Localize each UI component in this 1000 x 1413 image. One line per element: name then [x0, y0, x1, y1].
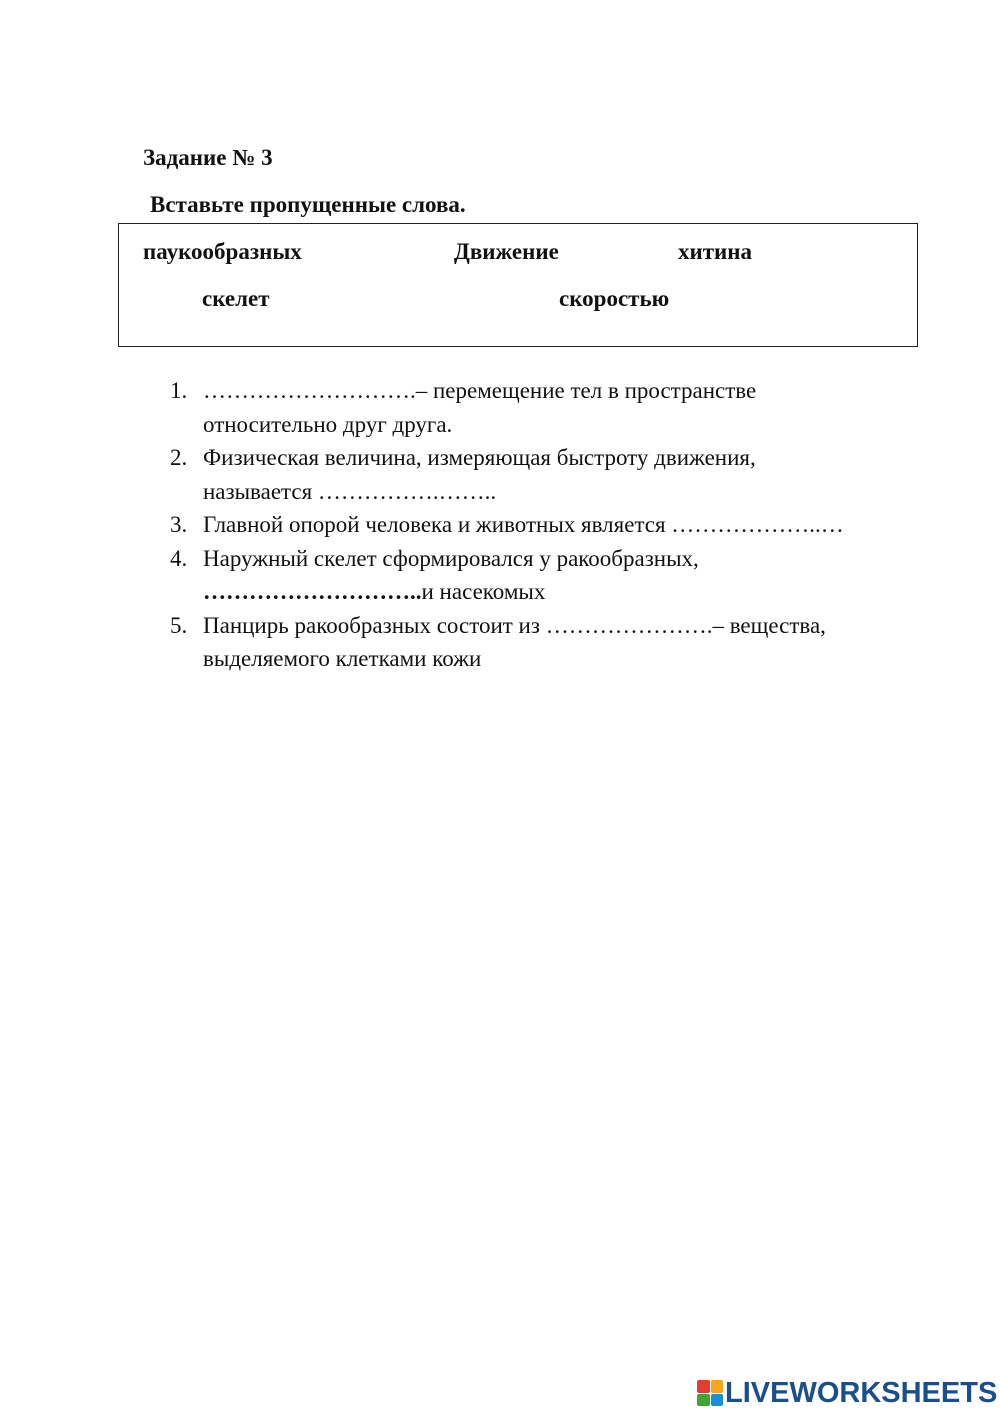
- question-number: 4.: [170, 545, 188, 571]
- task-instruction: Вставьте пропущенные слова.: [150, 192, 466, 217]
- logo-square: [711, 1394, 724, 1407]
- question-text: ……………………….– перемещение тел в пространстве относительно друг друга.: [203, 378, 757, 437]
- question-text: и насекомых: [421, 579, 546, 604]
- word-bank-item: хитина: [678, 239, 753, 264]
- logo-square: [697, 1394, 710, 1407]
- liveworksheets-logo[interactable]: [697, 1376, 997, 1410]
- logo-text: LIVEWORKSHEETS: [725, 1376, 998, 1409]
- word-bank: [118, 223, 918, 347]
- question-text: Физическая величина, измеряющая быстроту движения, называется …………….……..: [203, 445, 756, 504]
- question-number: 5.: [170, 612, 188, 638]
- question-text: Наружный скелет сформировался у ракообразных,: [203, 545, 699, 571]
- word-bank-item: скоростью: [559, 286, 670, 311]
- logo-square: [711, 1380, 724, 1393]
- question-number: 2.: [170, 445, 188, 470]
- question-text: Главной опорой человека и животных является ………………..…: [203, 512, 844, 537]
- word-bank-item: Движение: [454, 239, 559, 264]
- question-text: Панцирь ракообразных состоит из ………………….– вещества, выделяемого клетками кожи: [203, 612, 826, 671]
- word-bank-item: скелет: [202, 286, 270, 311]
- question-item: [170, 542, 870, 609]
- word-bank-item: паукообразных: [143, 239, 302, 264]
- question-item: [170, 374, 870, 441]
- answer-blank[interactable]: ………………………..: [203, 579, 422, 604]
- question-number: 1.: [170, 378, 188, 403]
- question-number: 3.: [170, 512, 188, 537]
- logo-square: [697, 1380, 710, 1393]
- question-item: [170, 441, 870, 508]
- logo-icon: [697, 1380, 723, 1406]
- question-item: [170, 508, 870, 542]
- question-list: [170, 374, 870, 676]
- task-title: Задание № 3: [143, 145, 273, 170]
- question-item: [170, 609, 870, 676]
